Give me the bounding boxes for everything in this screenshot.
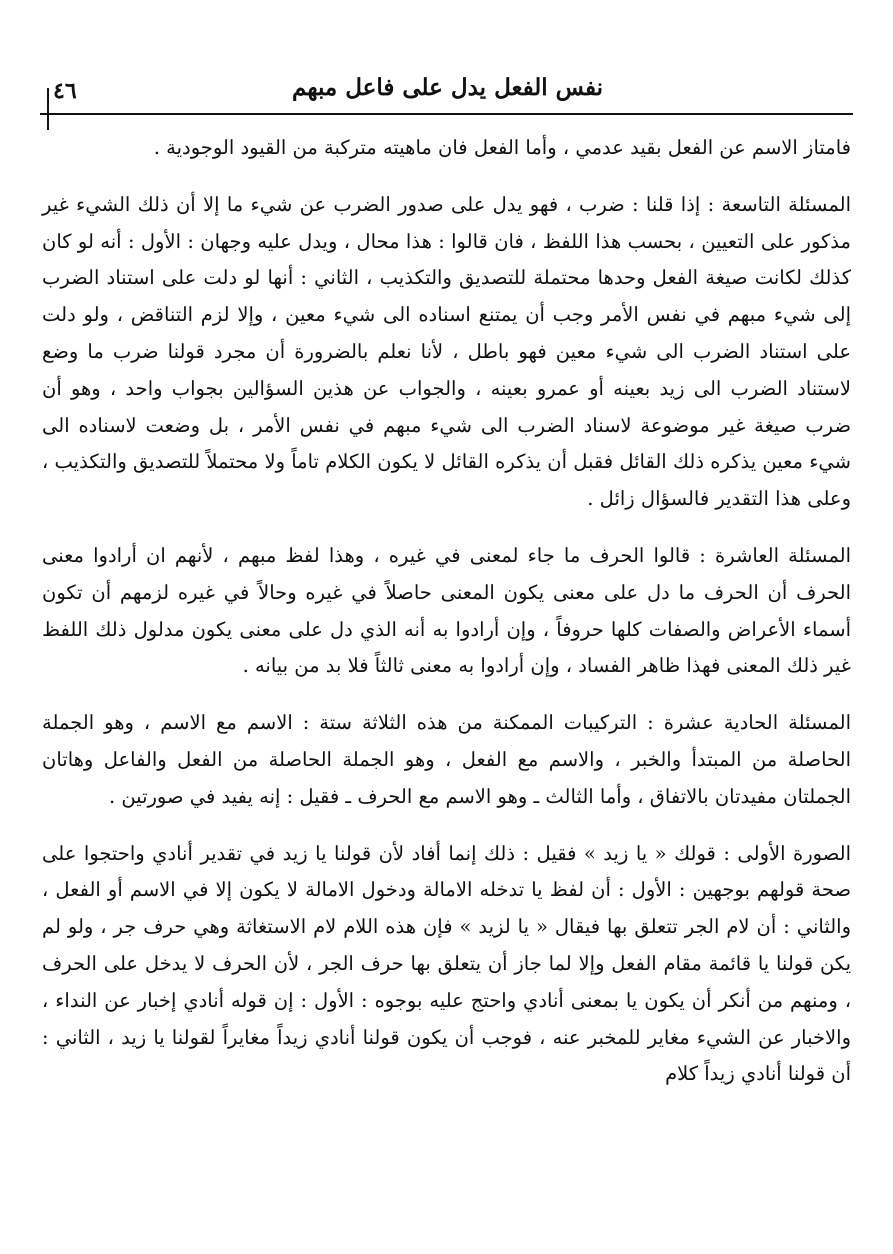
page-header bbox=[45, 70, 853, 114]
margin-mark bbox=[47, 88, 49, 130]
paragraph-issue-ten: المسئلة العاشرة : قالوا الحرف ما جاء لمعنى في غيره ، وهذا لفظ مبهم ، لأنهم ان أرادوا معنى الحرف أن الحرف ما دل على معنى يكون المعنى حاصلاً في غيره وحالاً في غيره لزمهم أن تكون أسماء الأعراض والصفات كلها حروفاً ، وإن أرادوا به أنه الذي دل على معنى يكون مدلول ذلك اللفظ غير ذلك المعنى فهذا ظاهر الفساد ، وإن أرادوا به معنى ثالثاً فلا بد من بيانه . bbox=[42, 543, 851, 678]
running-head: نفس الفعل يدل على فاعل مبهم bbox=[292, 74, 603, 101]
paragraph-first-form: الصورة الأولى : قولك « يا زيد » فقيل : ذلك إنما أفاد لأن قولنا يا زيد في تقدير أنادي واحتجوا على صحة قولهم بوجهين : الأول : أن لفظ يا تدخله الامالة ودخول الامالة لا يكون إلا في الاسم أو الفعل ، والثاني : أن لام الجر تتعلق بها فيقال « يا لزيد » فإن هذه اللام لام الاستغاثة وهي حرف جر ، ولو لم يكن قولنا يا قائمة مقام الفعل وإلا لما جاز أن يتعلق بها حرف الجر ، لأن الحرف لا يدخل على الحرف ، ومنهم من أنكر أن يكون يا بمعنى أنادي واحتج عليه بوجوه : الأول : إن قوله أنادي إخبار عن النداء ، والاخبار عن الشيء مغاير للمخبر عنه ، فوجب أن يكون قولنا أنادي زيداً مغايراً لقولنا يا زيد ، الثاني : أن قولنا أنادي زيداً كلام bbox=[42, 841, 851, 1086]
header-rule bbox=[40, 113, 853, 115]
body-text bbox=[42, 130, 851, 1093]
paragraph-issue-eleven: المسئلة الحادية عشرة : التركيبات الممكنة من هذه الثلاثة ستة : الاسم مع الاسم ، وهو الجملة الحاصلة من المبتدأ والخبر ، والاسم مع الفعل ، وهو الجملة الحاصلة من الفعل والفاعل وهاتان الجملتان مفيدتان بالاتفاق ، وأما الثالث ـ وهو الاسم مع الحرف ـ فقيل : إنه يفيد في صورتين . bbox=[42, 711, 851, 808]
paragraph-issue-nine: المسئلة التاسعة : إذا قلنا : ضرب ، فهو يدل على صدور الضرب عن شيء ما إلا أن ذلك الشيء غير مذكور على التعيين ، بحسب هذا اللفظ ، فان قالوا : هذا محال ، ويدل عليه وجهان : الأول : أنه لو كان كذلك لكانت صيغة الفعل وحدها محتملة للتصديق والتكذيب ، الثاني : أنها لو دلت على استناد الضرب إلى شيء مبهم في نفس الأمر وجب أن يمتنع اسناده الى شيء معين ، وإلا لزم التناقض ، ولو دلت على استناد الضرب الى شيء معين فهو باطل ، لأنا نعلم بالضرورة أن مجرد قولنا ضرب ما وضع لاستناد الضرب الى زيد بعينه أو عمرو بعينه ، والجواب عن هذين السؤالين بجواب واحد ، وهو أن ضرب صيغة غير موضوعة لاسناد الضرب الى شيء مبهم في نفس الأمر ، بل وضعت لاسناده الى شيء معين يذكره ذلك القائل فقبل أن يذكره القائل لا يكون الكلام تاماً ولا محتملاً للتصديق والتكذيب ، وعلى هذا التقدير فالسؤال زائل . bbox=[42, 192, 851, 511]
page-number: ٤٦ bbox=[53, 78, 77, 104]
paragraph-continuation: فامتاز الاسم عن الفعل بقيد عدمي ، وأما الفعل فان ماهيته متركبة من القيود الوجودية . bbox=[153, 136, 851, 159]
